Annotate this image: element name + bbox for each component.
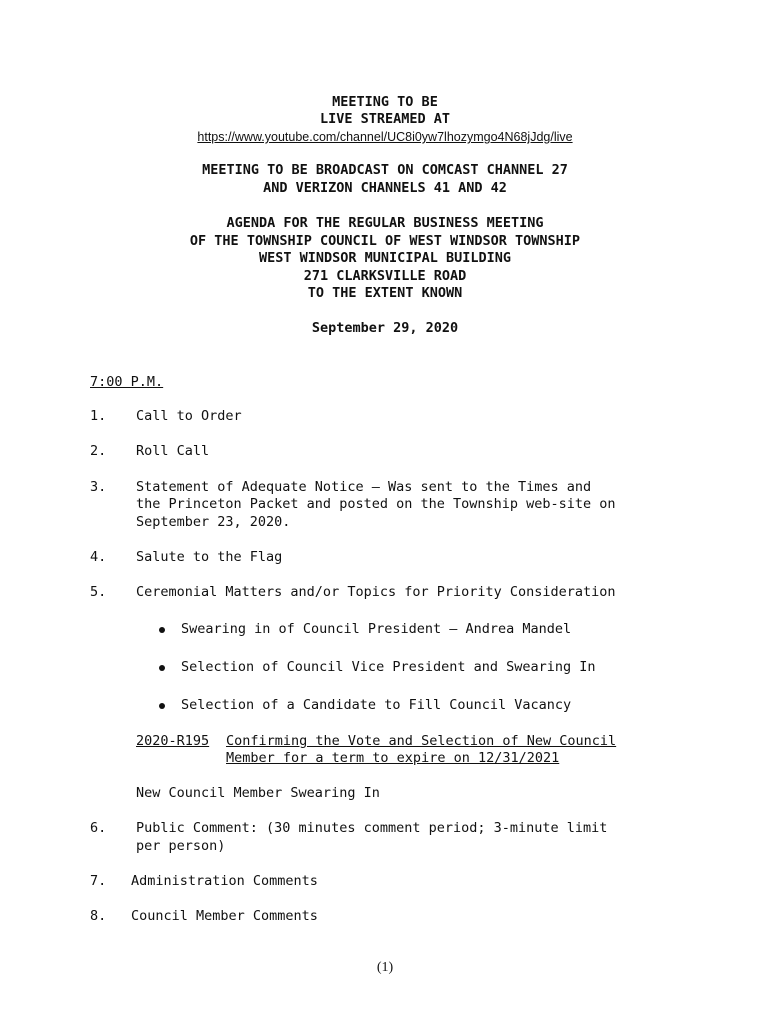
bullet-text: Selection of a Candidate to Fill Council Vacancy: [181, 697, 572, 713]
item-text: Statement of Adequate Notice – Was sent to the Times and: [136, 479, 592, 495]
agenda-title-1: AGENDA FOR THE REGULAR BUSINESS MEETING: [226, 215, 544, 231]
swearing-in-text: New Council Member Swearing In: [136, 785, 380, 801]
item-number: 2.: [90, 443, 107, 459]
item-text: September 23, 2020.: [136, 514, 291, 530]
item-number: 6.: [90, 820, 107, 836]
item-text: Ceremonial Matters and/or Topics for Priority Consideration: [136, 584, 616, 600]
bullet-text: Swearing in of Council President – Andrea Mandel: [181, 621, 572, 637]
meeting-date: September 29, 2020: [311, 320, 459, 336]
agenda-title-4: 271 CLARKSVILLE ROAD: [303, 268, 467, 284]
page-number: (1): [376, 960, 394, 975]
agenda-title-2: OF THE TOWNSHIP COUNCIL OF WEST WINDSOR TOWNSHIP: [189, 233, 581, 249]
item-text: Call to Order: [136, 408, 242, 424]
item-number: 3.: [90, 479, 107, 495]
livestream-link[interactable]: https://www.youtube.com/channel/UC8i0yw7lhozymgo4N68jJdg/live: [197, 130, 573, 144]
broadcast-line-2: AND VERIZON CHANNELS 41 AND 42: [263, 180, 507, 196]
item-text: per person): [136, 838, 226, 854]
resolution-text: Confirming the Vote and Selection of New Council: [226, 733, 617, 749]
item-number: 4.: [90, 549, 107, 565]
meeting-time: 7:00 P.M.: [90, 374, 164, 390]
bullet-text: Selection of Council Vice President and Swearing In: [181, 659, 596, 675]
bullet-icon: [159, 665, 165, 671]
agenda-title-5: TO THE EXTENT KNOWN: [307, 285, 463, 301]
item-text: Roll Call: [136, 443, 210, 459]
broadcast-line-1: MEETING TO BE BROADCAST ON COMCAST CHANNEL 27: [202, 162, 568, 178]
item-number: 8.: [90, 908, 107, 924]
header-line-1: MEETING TO BE: [332, 94, 438, 110]
resolution-text: Member for a term to expire on 12/31/2021: [226, 750, 560, 766]
bullet-icon: [159, 627, 165, 633]
bullet-icon: [159, 703, 165, 709]
agenda-title-3: WEST WINDSOR MUNICIPAL BUILDING: [259, 250, 511, 266]
item-number: 7.: [90, 873, 107, 889]
header-line-2: LIVE STREAMED AT: [319, 111, 451, 127]
item-text: Administration Comments: [131, 873, 318, 889]
item-number: 1.: [90, 408, 107, 424]
item-text: Salute to the Flag: [136, 549, 283, 565]
item-number: 5.: [90, 584, 107, 600]
resolution-id: 2020-R195: [136, 733, 210, 749]
item-text: Council Member Comments: [131, 908, 318, 924]
item-text: the Princeton Packet and posted on the Township web-site on: [136, 496, 616, 512]
item-text: Public Comment: (30 minutes comment period; 3-minute limit: [136, 820, 608, 836]
